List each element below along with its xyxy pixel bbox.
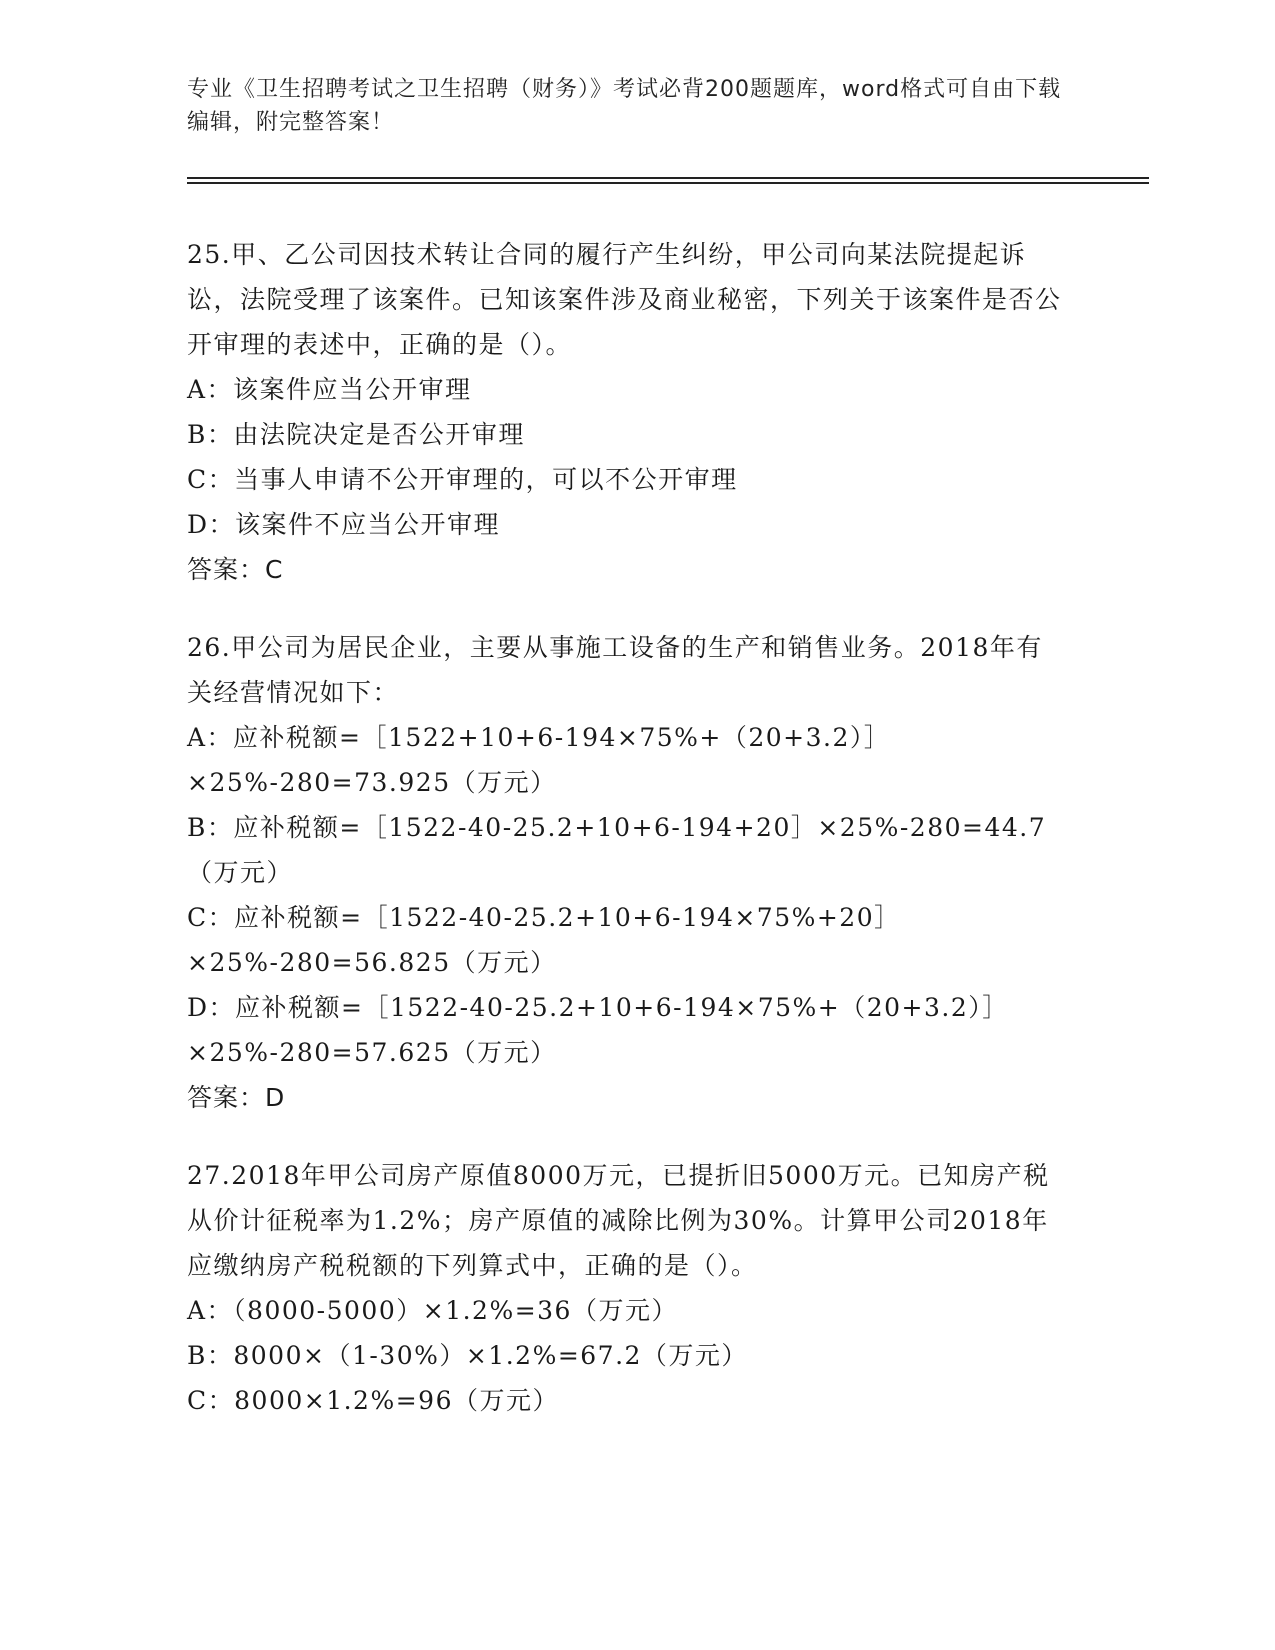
option-c: C：当事人申请不公开审理的，可以不公开审理 — [187, 465, 738, 494]
answer-text: 答案：C — [187, 555, 284, 584]
question-text: 26.甲公司为居民企业，主要从事施工设备的生产和销售业务。2018年有关经营情况如下： — [187, 633, 1043, 707]
header-divider-top — [187, 177, 1149, 179]
question-list — [187, 232, 1067, 1455]
option-a: A：该案件应当公开审理 — [187, 375, 472, 404]
question-text: 27.2018年甲公司房产原值8000万元，已提折旧5000万元。已知房产税从价计征税率为1.2%；房产原值的减除比例为30%。计算甲公司2018年应缴纳房产税税额的下列算式中，正确的是（）。 — [187, 1161, 1050, 1280]
question-text: 25.甲、乙公司因技术转让合同的履行产生纠纷，甲公司向某法院提起诉讼，法院受理了该案件。已知该案件涉及商业秘密，下列关于该案件是否公开审理的表述中，正确的是（）。 — [187, 240, 1062, 359]
option-a: A：应补税额=［1522+10+6-194×75%+（20+3.2）］×25%-280=73.925（万元） — [187, 723, 891, 797]
question-25 — [187, 232, 1067, 593]
option-b: B：由法院决定是否公开审理 — [187, 420, 525, 449]
option-c: C：应补税额=［1522-40-25.2+10+6-194×75%+20］×25%-280=56.825（万元） — [187, 903, 901, 977]
question-26 — [187, 625, 1067, 1121]
option-b: B：8000×（1-30%）×1.2%=67.2（万元） — [187, 1341, 748, 1370]
answer-text: 答案：D — [187, 1083, 286, 1112]
option-c: C：8000×1.2%=96（万元） — [187, 1386, 559, 1415]
question-27 — [187, 1153, 1067, 1423]
header-divider-bottom — [187, 182, 1149, 184]
option-b: B：应补税额=［1522-40-25.2+10+6-194+20］×25%-280=44.7（万元） — [187, 813, 1047, 887]
option-d: D：该案件不应当公开审理 — [187, 510, 501, 539]
option-d: D：应补税额=［1522-40-25.2+10+6-194×75%+（20+3.2）］×25%-280=57.625（万元） — [187, 993, 1009, 1067]
option-a: A：（8000-5000）×1.2%=36（万元） — [187, 1296, 678, 1325]
document-header: 专业《卫生招聘考试之卫生招聘（财务）》考试必背200题题库，word格式可自由下载编辑，附完整答案！ — [187, 77, 1062, 135]
